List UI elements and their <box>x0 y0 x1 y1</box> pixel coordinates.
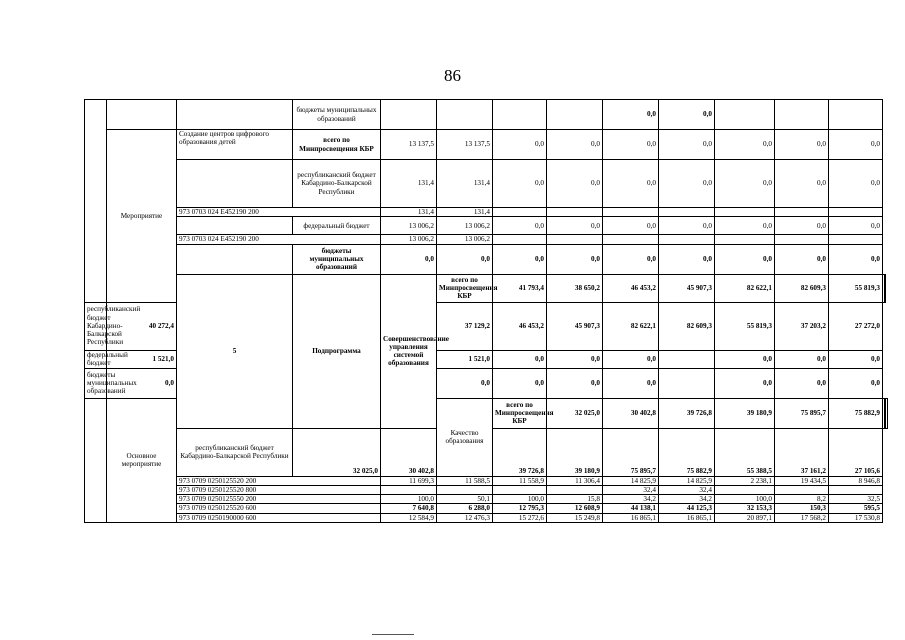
value-cell: 39 726,8 <box>659 398 715 428</box>
value-cell: 150,3 <box>775 504 829 513</box>
subprogram-name: Совершенствование управления системой образования <box>381 274 437 428</box>
value-cell: 40 272,4 <box>107 302 177 350</box>
value-cell <box>775 208 829 217</box>
value-cell: 131,4 <box>381 160 437 208</box>
value-cell: 0,0 <box>659 130 715 160</box>
value-cell: 6 288,0 <box>437 504 493 513</box>
value-cell: 14 825,9 <box>659 476 715 485</box>
value-cell: 0,0 <box>603 368 659 398</box>
value-cell: 0,0 <box>603 160 659 208</box>
value-cell: 15 272,6 <box>493 513 547 522</box>
value-cell: 0,0 <box>381 244 437 274</box>
value-cell: 0,0 <box>547 368 603 398</box>
value-cell: 82 622,1 <box>715 274 775 302</box>
source-cell: всего по Минпросвещения КБР <box>493 398 547 428</box>
value-cell: 0,0 <box>603 350 659 368</box>
value-cell: 82 622,1 <box>603 302 659 350</box>
value-cell: 27 105,6 <box>829 428 883 476</box>
value-cell: 44 125,3 <box>659 504 715 513</box>
value-cell <box>886 398 888 428</box>
value-cell: 0,0 <box>715 368 775 398</box>
value-cell: 50,1 <box>437 495 493 504</box>
value-cell: 32,4 <box>603 485 659 494</box>
row-name-cell <box>177 244 293 274</box>
value-cell: 55 388,5 <box>715 428 775 476</box>
value-cell: 0,0 <box>659 244 715 274</box>
value-cell <box>493 208 547 217</box>
source-cell: федеральный бюджет <box>85 350 107 368</box>
source-cell: бюджеты муниципальных образований <box>293 100 381 130</box>
row-name-cell <box>177 160 293 208</box>
value-cell: 0,0 <box>547 217 603 235</box>
value-cell: 34,2 <box>659 495 715 504</box>
value-cell: 13 006,2 <box>437 235 493 244</box>
event-type: Мероприятие <box>107 130 177 303</box>
value-cell: 39 180,9 <box>547 428 603 476</box>
value-cell: 8,2 <box>775 495 829 504</box>
source-cell: бюджеты муниципальных образований <box>85 368 107 398</box>
value-cell <box>603 208 659 217</box>
value-cell: 13 006,2 <box>381 235 437 244</box>
value-cell: 131,4 <box>437 208 493 217</box>
value-cell: 12 584,9 <box>381 513 437 522</box>
value-cell: 75 895,7 <box>775 398 829 428</box>
kbk-code: 973 0709 0250190000 600 <box>177 513 381 522</box>
page-number: 86 <box>444 66 461 85</box>
value-cell: 15 249,8 <box>547 513 603 522</box>
value-cell: 34,2 <box>603 495 659 504</box>
source-cell: всего по Минпросвещения КБР <box>437 274 493 302</box>
value-cell: 0,0 <box>829 160 883 208</box>
value-cell: 44 138,1 <box>603 504 659 513</box>
value-cell: 12 795,3 <box>493 504 547 513</box>
value-cell <box>547 485 603 494</box>
kbk-code: 973 0709 0250125520 600 <box>177 504 381 513</box>
value-cell: 131,4 <box>437 160 493 208</box>
value-cell: 17 568,2 <box>775 513 829 522</box>
value-cell <box>715 208 775 217</box>
value-cell: 0,0 <box>437 244 493 274</box>
value-cell: 0,0 <box>775 130 829 160</box>
value-cell <box>493 100 547 130</box>
value-cell: 0,0 <box>547 244 603 274</box>
value-cell: 0,0 <box>107 368 177 398</box>
table-row <box>85 160 888 208</box>
value-cell: 0,0 <box>829 350 883 368</box>
value-cell: 0,0 <box>659 217 715 235</box>
value-cell: 1 521,0 <box>107 350 177 368</box>
value-cell: 0,0 <box>493 244 547 274</box>
value-cell <box>659 350 715 368</box>
value-cell <box>775 235 829 244</box>
value-cell: 0,0 <box>659 100 715 130</box>
source-cell: республиканский бюджет Кабардино-Балкарской Республики <box>177 428 293 476</box>
value-cell <box>829 235 883 244</box>
value-cell <box>493 485 547 494</box>
value-cell: 0,0 <box>493 130 547 160</box>
value-cell <box>829 485 883 494</box>
value-cell: 0,0 <box>493 368 547 398</box>
row-name-cell <box>177 217 293 235</box>
value-cell: 14 825,9 <box>603 476 659 485</box>
value-cell: 0,0 <box>547 130 603 160</box>
source-cell: бюджеты муниципальных образований <box>293 244 381 274</box>
source-cell: всего по Минпросвещения КБР <box>293 130 381 160</box>
value-cell: 0,0 <box>829 130 883 160</box>
value-cell: 82 609,3 <box>659 302 715 350</box>
value-cell <box>437 100 493 130</box>
table-row <box>85 208 888 217</box>
value-cell: 0,0 <box>715 130 775 160</box>
table-row <box>85 476 888 485</box>
scan-mark <box>372 634 414 635</box>
value-cell: 11 588,5 <box>437 476 493 485</box>
table-row <box>85 130 888 160</box>
value-cell: 38 650,2 <box>547 274 603 302</box>
value-cell: 75 895,7 <box>603 428 659 476</box>
value-cell <box>715 235 775 244</box>
table-row <box>85 274 888 302</box>
value-cell: 0,0 <box>603 130 659 160</box>
main-event-type: Основное мероприятие <box>107 398 177 522</box>
value-cell <box>829 100 883 130</box>
value-cell: 17 530,8 <box>829 513 883 522</box>
value-cell: 11 699,3 <box>381 476 437 485</box>
value-cell: 0,0 <box>775 217 829 235</box>
value-cell: 0,0 <box>715 244 775 274</box>
value-cell: 55 819,3 <box>715 302 775 350</box>
value-cell: 0,0 <box>493 160 547 208</box>
value-cell <box>547 100 603 130</box>
value-cell: 0,0 <box>775 244 829 274</box>
value-cell: 1 521,0 <box>437 350 493 368</box>
value-cell: 30 402,8 <box>603 398 659 428</box>
value-cell <box>437 485 493 494</box>
value-cell: 0,0 <box>547 160 603 208</box>
value-cell: 32,4 <box>659 485 715 494</box>
value-cell: 0,0 <box>715 350 775 368</box>
value-cell <box>381 485 437 494</box>
value-cell: 0,0 <box>603 244 659 274</box>
value-cell: 12 608,9 <box>547 504 603 513</box>
kbk-code: 973 0709 0250125550 200 <box>177 495 381 504</box>
value-cell: 27 272,0 <box>829 302 883 350</box>
value-cell: 16 865,1 <box>603 513 659 522</box>
value-cell: 15,8 <box>547 495 603 504</box>
table-row <box>85 100 888 130</box>
value-cell: 75 882,9 <box>829 398 883 428</box>
value-cell: 13 137,5 <box>437 130 493 160</box>
value-cell: 7 640,8 <box>381 504 437 513</box>
value-cell: 0,0 <box>547 350 603 368</box>
value-cell <box>659 208 715 217</box>
value-cell: 0,0 <box>493 217 547 235</box>
source-cell: республиканский бюджет Кабардино-Балкарской Республики <box>293 160 381 208</box>
value-cell: 32 153,3 <box>715 504 775 513</box>
value-cell <box>659 368 715 398</box>
value-cell: 45 907,3 <box>547 302 603 350</box>
source-cell: федеральный бюджет <box>293 217 381 235</box>
value-cell: 75 882,9 <box>659 428 715 476</box>
value-cell: 11 306,4 <box>547 476 603 485</box>
value-cell <box>381 100 437 130</box>
value-cell: 32 025,0 <box>547 398 603 428</box>
value-cell: 0,0 <box>775 350 829 368</box>
table-row <box>85 513 888 522</box>
value-cell: 13 137,5 <box>381 130 437 160</box>
row-number-cell <box>85 100 107 303</box>
row-type-cell <box>107 100 177 130</box>
value-cell: 0,0 <box>603 217 659 235</box>
event-name: Создание центров цифрового образования детей <box>177 130 293 160</box>
table-row <box>85 504 888 513</box>
table-row <box>85 244 888 274</box>
value-cell: 0,0 <box>775 160 829 208</box>
budget-table <box>84 99 888 523</box>
value-cell: 32 025,0 <box>293 428 381 476</box>
subprogram-type: Подпрограмма <box>293 274 381 428</box>
value-cell <box>547 208 603 217</box>
subprogram-number: 5 <box>177 274 293 428</box>
value-cell <box>884 274 886 302</box>
value-cell: 0,0 <box>659 160 715 208</box>
value-cell: 37 203,2 <box>775 302 829 350</box>
value-cell: 0,0 <box>437 368 493 398</box>
value-cell: 39 726,8 <box>493 428 547 476</box>
value-cell: 12 476,3 <box>437 513 493 522</box>
value-cell: 0,0 <box>715 160 775 208</box>
value-cell: 30 402,8 <box>381 428 437 476</box>
row-number-cell <box>85 398 107 522</box>
value-cell: 2 238,1 <box>715 476 775 485</box>
value-cell <box>715 485 775 494</box>
value-cell: 13 006,2 <box>437 217 493 235</box>
kbk-code: 973 0709 0250125520 800 <box>177 485 381 494</box>
value-cell: 46 453,2 <box>493 302 547 350</box>
value-cell: 55 819,3 <box>829 274 883 302</box>
value-cell: 100,0 <box>493 495 547 504</box>
value-cell: 0,0 <box>715 217 775 235</box>
value-cell: 37 161,2 <box>775 428 829 476</box>
value-cell: 0,0 <box>493 350 547 368</box>
value-cell <box>715 100 775 130</box>
value-cell: 0,0 <box>775 368 829 398</box>
value-cell: 100,0 <box>715 495 775 504</box>
value-cell: 19 434,5 <box>775 476 829 485</box>
value-cell: 595,5 <box>829 504 883 513</box>
value-cell <box>775 485 829 494</box>
value-cell: 0,0 <box>603 100 659 130</box>
value-cell: 13 006,2 <box>381 217 437 235</box>
value-cell: 16 865,1 <box>659 513 715 522</box>
value-cell <box>493 235 547 244</box>
table-row <box>85 485 888 494</box>
table-row <box>85 217 888 235</box>
value-cell: 131,4 <box>381 208 437 217</box>
value-cell <box>829 208 883 217</box>
value-cell: 100,0 <box>381 495 437 504</box>
value-cell: 39 180,9 <box>715 398 775 428</box>
value-cell: 0,0 <box>829 217 883 235</box>
source-cell: республиканский бюджет Кабардино-Балкарской Республики <box>85 302 107 350</box>
value-cell <box>547 235 603 244</box>
value-cell: 0,0 <box>829 244 883 274</box>
value-cell: 20 897,1 <box>715 513 775 522</box>
value-cell: 0,0 <box>829 368 883 398</box>
value-cell: 37 129,2 <box>437 302 493 350</box>
value-cell: 46 453,2 <box>603 274 659 302</box>
value-cell <box>775 100 829 130</box>
value-cell <box>603 235 659 244</box>
value-cell: 45 907,3 <box>659 274 715 302</box>
table-row <box>85 235 888 244</box>
value-cell: 8 946,8 <box>829 476 883 485</box>
table-row <box>85 495 888 504</box>
value-cell: 11 558,9 <box>493 476 547 485</box>
kbk-code: 973 0709 0250125520 200 <box>177 476 381 485</box>
value-cell: 32,5 <box>829 495 883 504</box>
kbk-code: 973 0703 024 E452190 200 <box>177 235 381 244</box>
value-cell: 41 793,4 <box>493 274 547 302</box>
value-cell <box>659 235 715 244</box>
value-cell: 82 609,3 <box>775 274 829 302</box>
row-name-cell <box>177 100 293 130</box>
kbk-code: 973 0703 024 E452190 200 <box>177 208 381 217</box>
main-event-name: Качество образования <box>437 398 493 476</box>
